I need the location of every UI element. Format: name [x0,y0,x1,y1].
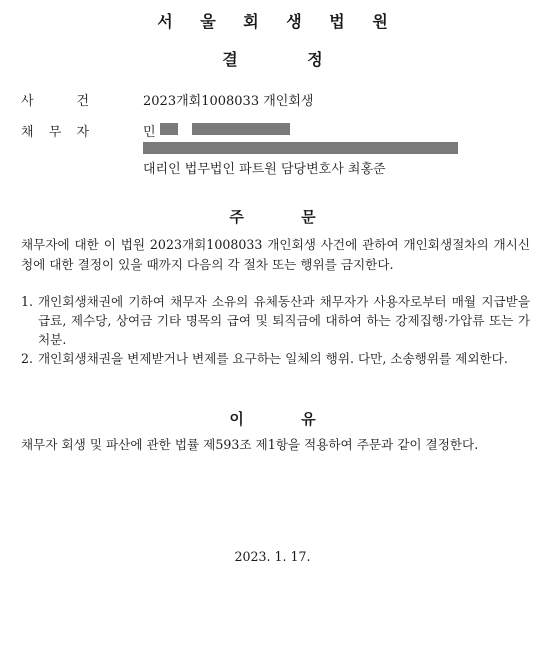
list-item-text: 개인회생채권에 기하여 채무자 소유의 유체동산과 채무자가 사용자로부터 매월 지급받을 급료, 제수당, 상여금 기타 명목의 급여 및 퇴직금에 대하여 하는 강제집행·가압류 또는 가처분. [38,294,530,347]
court-name: 서 울 회 생 법 원 [157,12,399,31]
case-label [21,90,89,109]
list-item-text: 개인회생채권을 변제받거나 변제를 요구하는 일체의 행위. 다만, 소송행위를 제외한다. [38,351,508,366]
list-item-number: 1. [21,294,34,309]
redacted-address [143,142,458,154]
order-list [21,292,530,368]
list-item [21,349,530,368]
order-heading: 주 문 [229,208,316,226]
decision-date: 2023. 1. 17. [234,549,311,564]
debtor-name-visible: 민 [143,125,156,140]
debtor-agent: 대리인 법무법인 파트원 담당변호사 최홍준 [143,162,386,177]
debtor-label-char-2: 무 [48,125,62,140]
case-label-char-1: 사 [21,94,34,109]
list-item [21,292,530,349]
debtor-label [21,121,89,140]
debtor-label-char-3: 자 [76,125,89,140]
list-item-number: 2. [21,351,34,366]
redacted-id [192,123,290,135]
case-label-char-2: 건 [76,94,89,109]
reason-text: 채무자 회생 및 파산에 관한 법률 제593조 제1항을 적용하여 주문과 같이 결정한다. [21,437,479,452]
order-intro: 채무자에 대한 이 법원 2023개회1008033 개인회생 사건에 관하여 개인회생절차의 개시신청에 대한 결정이 있을 때까지 다음의 각 절차 또는 행위를 금지한다. [21,237,530,272]
redacted-name [160,123,178,135]
case-number: 2023개회1008033 개인회생 [143,94,314,109]
document-title: 결 정 [222,50,323,69]
debtor-label-char-1: 채 [21,125,34,140]
reason-heading: 이 유 [229,410,316,428]
